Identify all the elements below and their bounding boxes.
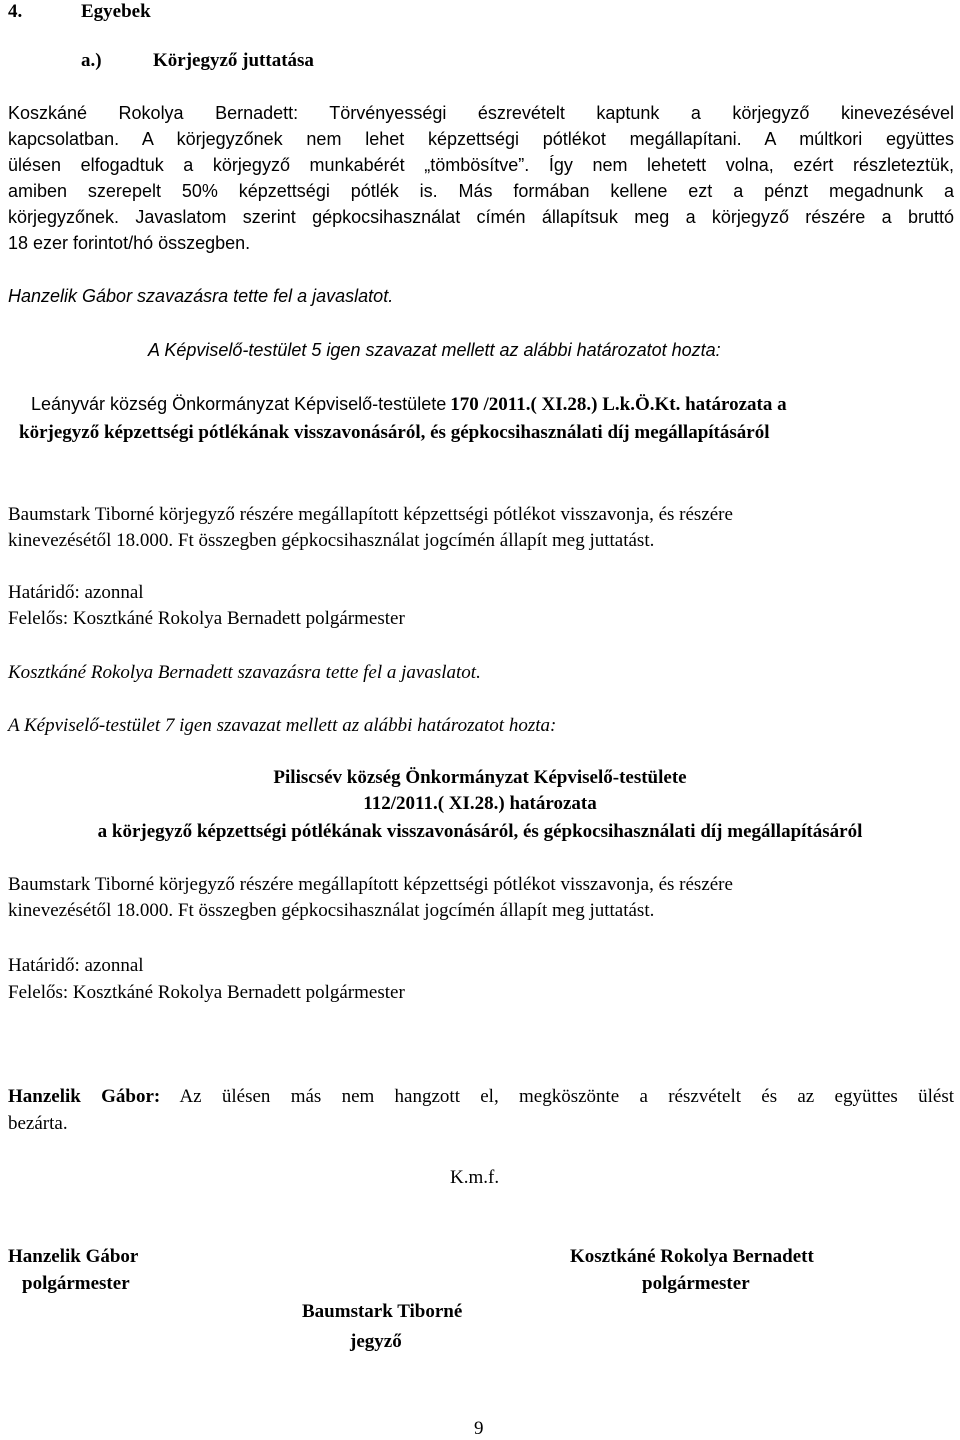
resolution1-body-line-2: kinevezésétől 18.000. Ft összegben gépkocsihasználat jogcímén állapít meg juttatást. xyxy=(8,530,655,551)
subsection-letter: a.) xyxy=(81,50,102,71)
resolution1-header-prefix: Leányvár község Önkormányzat Képviselő-testülete xyxy=(31,394,447,414)
resolution1-deadline: Határidő: azonnal xyxy=(8,582,144,603)
intro-line-1: Koszkáné Rokolya Bernadett: Törvényességi észrevételt kaptunk a körjegyző kinevezésével xyxy=(8,103,954,123)
vote1-result: A Képviselő-testület 5 igen szavazat mellett az alábbi határozatot hozta: xyxy=(148,340,721,360)
intro-line-5: körjegyzőnek. Javaslatom szerint gépkocsihasználat címén állapítsuk meg a körjegyző részére a bruttó xyxy=(8,207,954,227)
signature-right-title: polgármester xyxy=(642,1273,750,1294)
signature-right-name: Kosztkáné Rokolya Bernadett xyxy=(570,1246,814,1267)
resolution2-deadline: Határidő: azonnal xyxy=(8,955,144,976)
page-number: 9 xyxy=(474,1418,484,1439)
resolution1-header-number: 170 /2011.( XI.28.) L.k.Ö.Kt. határozata a xyxy=(450,394,787,415)
section-number: 4. xyxy=(8,1,23,22)
resolution2-header-line-2: 112/2011.( XI.28.) határozata xyxy=(363,793,597,814)
resolution2-body-line-2: kinevezésétől 18.000. Ft összegben gépkocsihasználat jogcímén állapít meg juttatást. xyxy=(8,900,655,921)
intro-line-4: amiben szerepelt 50% képzettségi pótlék is. Más formában kellene ezt a pénzt megadnunk a xyxy=(8,181,954,201)
resolution2-header-line-1: Piliscsév község Önkormányzat Képviselő-testülete xyxy=(273,767,687,788)
signature-center-name: Baumstark Tiborné xyxy=(302,1301,463,1322)
signature-center-title: jegyző xyxy=(350,1331,402,1352)
subsection-title: Körjegyző juttatása xyxy=(153,50,314,71)
closing-line-2: bezárta. xyxy=(8,1113,68,1134)
signature-left-name: Hanzelik Gábor xyxy=(8,1246,139,1267)
vote2-proposal: Kosztkáné Rokolya Bernadett szavazásra tette fel a javaslatot. xyxy=(8,662,481,683)
closing-speaker: Hanzelik Gábor: xyxy=(8,1086,161,1107)
signature-left-title: polgármester xyxy=(22,1273,130,1294)
closing-text: Az ülésen más nem hangzott el, megköszönte a részvételt és az együttes ülést xyxy=(179,1086,954,1107)
resolution1-subject: körjegyző képzettségi pótlékának visszavonásáról, és gépkocsihasználati díj megállapításáról xyxy=(19,422,770,443)
resolution2-subject: a körjegyző képzettségi pótlékának visszavonásáról, és gépkocsihasználati díj megállapításáról xyxy=(97,821,863,842)
vote2-result: A Képviselő-testület 7 igen szavazat mellett az alábbi határozatot hozta: xyxy=(8,715,557,736)
resolution1-header xyxy=(31,395,787,414)
vote1-proposal: Hanzelik Gábor szavazásra tette fel a javaslatot. xyxy=(8,286,394,306)
resolution1-body-line-1: Baumstark Tiborné körjegyző részére megállapított képzettségi pótlékot visszavonja, és részére xyxy=(8,504,733,525)
intro-line-6: 18 ezer forintot/hó összegben. xyxy=(8,233,251,253)
closing-line-1 xyxy=(8,1087,954,1106)
kmf-mark: K.m.f. xyxy=(450,1167,500,1188)
resolution2-responsible: Felelős: Kosztkáné Rokolya Bernadett polgármester xyxy=(8,982,405,1003)
section-title: Egyebek xyxy=(81,1,151,22)
resolution2-body-line-1: Baumstark Tiborné körjegyző részére megállapított képzettségi pótlékot visszavonja, és részére xyxy=(8,874,733,895)
intro-line-3: ülésen elfogadtuk a körjegyző munkabérét „tömbösítve”. Így nem lehetett volna, ezért részleteztük, xyxy=(8,155,954,175)
resolution1-responsible: Felelős: Kosztkáné Rokolya Bernadett polgármester xyxy=(8,608,405,629)
intro-line-2: kapcsolatban. A körjegyzőnek nem lehet képzettségi pótlékot megállapítani. A múltkori együttes xyxy=(8,129,954,149)
